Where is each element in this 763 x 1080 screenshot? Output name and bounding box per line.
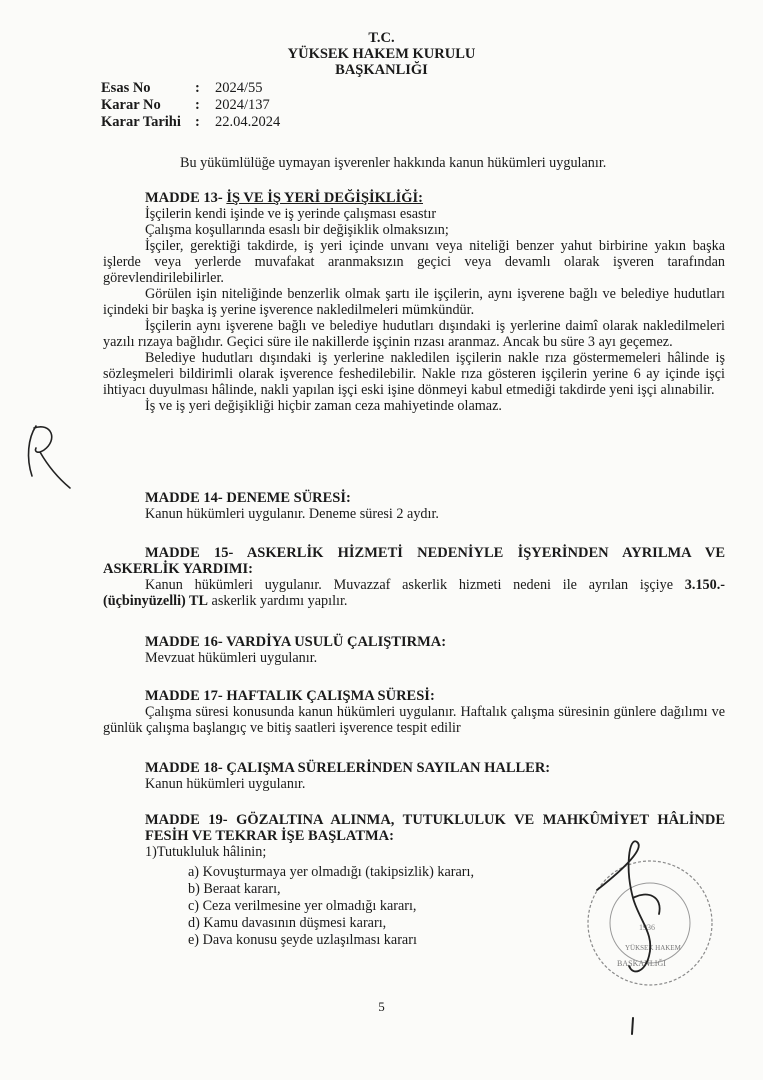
article-13-p3: İşçiler, gerektiği takdirde, iş yeri içinde unvanı veya niteliği benzer yahut birbirine yakın başka işlerde veya yerlerde muvafakat aranmaksızın geçici veya devamlı olarak işveren tarafından görevlendirilebilirler. — [103, 238, 725, 286]
article-number: MADDE 19- — [145, 812, 228, 828]
official-seal-icon — [555, 838, 725, 998]
header-institution: YÜKSEK HAKEM KURULU — [287, 46, 476, 62]
article-title: İŞ VE İŞ YERİ DEĞİŞİKLİĞİ: — [226, 190, 423, 206]
meta-value: 22.04.2024 — [215, 114, 281, 130]
article-18 — [145, 760, 725, 792]
article-13-heading — [145, 190, 725, 206]
seal-text-top: YÜKSEK HAKEM — [625, 944, 681, 952]
article-15-text-a: Kanun hükümleri uygulanır. Muvazzaf askerlik hizmeti nedeni ile ayrılan işçiye — [145, 577, 685, 593]
header-tc: T.C. — [368, 30, 395, 46]
article-title: ÇALIŞMA SÜRELERİNDEN SAYILAN HALLER: — [226, 760, 551, 776]
meta-label: Esas No — [101, 80, 151, 96]
page-number: 5 — [378, 999, 385, 1014]
article-15-amount: 3.150.-(üçbinyüzelli) TL — [103, 577, 725, 609]
article-13-p1: İşçilerin kendi işinde ve iş yerinde çalışması esastır — [145, 206, 437, 222]
meta-row-karar — [101, 97, 280, 114]
list-item: b) Beraat kararı, — [188, 881, 281, 897]
article-15-heading — [103, 545, 725, 577]
header-presidency: BAŞKANLIĞI — [335, 62, 428, 78]
article-14-heading — [145, 490, 725, 506]
list-item: c) Ceza verilmesine yer olmadığı kararı, — [188, 898, 417, 914]
article-title: DENEME SÜRESİ: — [226, 490, 351, 506]
list-item: e) Dava konusu şeyde uzlaşılması kararı — [188, 932, 417, 948]
meta-sep: : — [195, 97, 200, 113]
article-15-text-c: askerlik yardımı yapılır. — [207, 593, 348, 609]
article-16 — [145, 634, 725, 666]
article-13-p5: İşçilerin aynı işverene bağlı ve belediye hudutları dışındaki iş yerlerine daimî olarak nakledilmeleri yazılı rızaya bağlıdır. Geçici süre ile nakillerde işçinin rızası aranmaz. Ancak bu süre 3 ayı geçemez. — [103, 318, 725, 350]
article-number: MADDE 13- — [145, 190, 223, 206]
article-title: GÖZALTINA ALINMA, TUTUKLULUK VE MAHKÛMİYET HÂLİNDE FESİH VE TEKRAR İŞE BAŞLATMA: — [145, 812, 725, 844]
list-item: a) Kovuşturmaya yer olmadığı (takipsizlik) kararı, — [188, 864, 475, 880]
article-19-p1: 1)Tutukluluk hâlinin; — [145, 844, 267, 860]
seal-text-bottom: BAŞKANLIĞI — [617, 959, 666, 968]
article-title: HAFTALIK ÇALIŞMA SÜRESİ: — [226, 688, 435, 704]
article-title: VARDİYA USULÜ ÇALIŞTIRMA: — [226, 634, 447, 650]
article-17-p1: Çalışma süresi konusunda kanun hükümleri uygulanır. Haftalık çalışma süresinin günlere dağılımı ve günlük çalışma başlangıç ve bitiş saatleri işverence tespit edilir — [103, 704, 725, 736]
meta-row-esas — [101, 80, 280, 97]
article-17 — [103, 688, 725, 736]
article-13-p2: Çalışma koşullarında esaslı bir değişiklik olmaksızın; — [145, 222, 449, 238]
meta-row-tarih — [101, 114, 280, 131]
article-14 — [145, 490, 725, 522]
article-number: MADDE 17- — [145, 688, 223, 704]
article-number: MADDE 16- — [145, 634, 223, 650]
meta-sep: : — [195, 80, 200, 96]
list-item: d) Kamu davasının düşmesi kararı, — [188, 915, 387, 931]
article-13-p4: Görülen işin niteliğinde benzerlik olmak şartı ile işçilerin, aynı işverene bağlı ve belediye hudutları içindeki bir başka iş yerine işverence nakledilmeleri mümkündür. — [103, 286, 725, 318]
intro-paragraph: Bu yükümlülüğe uymayan işverenler hakkında kanun hükümleri uygulanır. — [180, 155, 607, 171]
article-18-heading — [145, 760, 725, 776]
meta-value: 2024/137 — [215, 97, 270, 113]
meta-value: 2024/55 — [215, 80, 263, 96]
seal-year: 1936 — [639, 923, 655, 932]
article-19-list — [188, 864, 474, 949]
article-number: MADDE 18- — [145, 760, 223, 776]
article-18-p1: Kanun hükümleri uygulanır. — [145, 776, 306, 792]
meta-label: Karar Tarihi — [101, 114, 181, 130]
article-16-heading — [145, 634, 725, 650]
handwritten-initial-icon — [18, 418, 78, 498]
article-15 — [103, 545, 725, 609]
meta-sep: : — [195, 114, 200, 130]
article-number: MADDE 15- — [145, 545, 234, 561]
article-16-p1: Mevzuat hükümleri uygulanır. — [145, 650, 318, 666]
margin-mark-icon — [628, 1016, 638, 1036]
article-13-p6: Belediye hudutları dışındaki iş yerlerine nakledilen işçilerin nakle rıza göstermemeleri hâlinde iş sözleşmeleri bildirimli olarak işverence feshedilebilir. Nakle rıza gösteren işçilerin yerine 6 ay içinde işçi ihtiyacı duyulması hâlinde, nakli yapılan işçi eski işine dönmeyi kabul etmediği takdirde yeni işçi alınabilir. — [103, 350, 725, 398]
article-13-p7: İş ve iş yeri değişikliği hiçbir zaman ceza mahiyetinde olamaz. — [145, 398, 502, 414]
case-meta — [101, 80, 280, 131]
article-number: MADDE 14- — [145, 490, 223, 506]
article-15-p1 — [103, 577, 725, 609]
meta-label: Karar No — [101, 97, 161, 113]
article-13 — [103, 190, 725, 414]
article-14-p1: Kanun hükümleri uygulanır. Deneme süresi 2 aydır. — [145, 506, 439, 522]
article-title: ASKERLİK HİZMETİ NEDENİYLE İŞYERİNDEN AYRILMA VE ASKERLİK YARDIMI: — [103, 545, 725, 577]
article-17-heading — [145, 688, 725, 704]
document-header — [0, 30, 763, 78]
